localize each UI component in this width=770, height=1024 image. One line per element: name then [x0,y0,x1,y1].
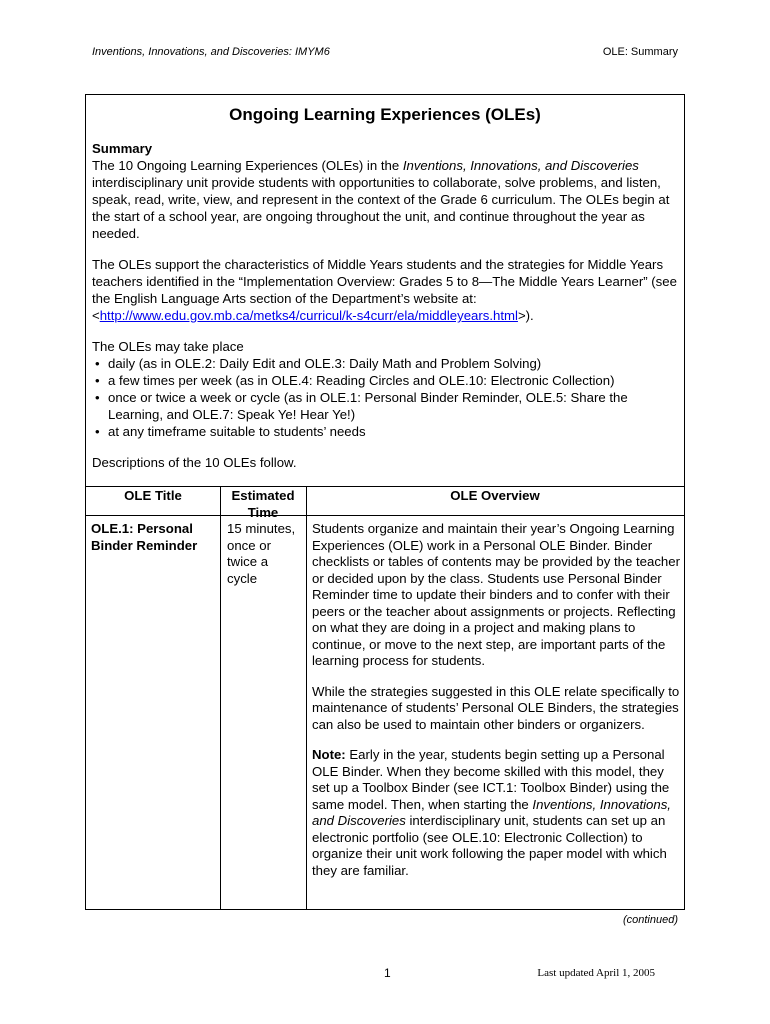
summary-paragraph-3: The OLEs may take place [92,339,244,354]
column-header-time: Estimated Time [231,488,295,520]
continued-label: (continued) [622,914,678,926]
ole-time-cell: 15 minutes, once or twice a cycle [227,521,296,586]
timeframe-list [92,355,682,440]
column-header-overview: OLE Overview [450,488,540,503]
header-rule [86,515,684,516]
running-header-right: OLE: Summary [602,46,678,58]
overview-paragraph-1: Students organize and maintain their year’s Ongoing Learning Experiences (OLE) work in a Personal OLE Binder. Binder checklists or tables of contents may be provided by the teacher or decided upon by the class. Students use Personal Binder Reminder time to update their binders and to confer with their peers or the teacher about assignments or projects. Reflecting on what they are doing in a project and making plans to continue, or move to the next step, are important parts of the learning process for students. [312,521,680,668]
ole-overview-cell [312,521,680,893]
last-updated: Last updated April 1, 2005 [537,967,655,979]
summary-paragraph-2: The OLEs support the characteristics of Middle Years students and the strategies for Middle Years teachers identified in the “Implementation Overview: Grades 5 to 8—The Middle Years Learner” (see the English Language Arts section of the Department’s website at: <http://www.edu.gov.mb.ca/metks4/curricul/k-s4curr/ela/middleyears.html>). [92,257,677,323]
page-title: Ongoing Learning Experiences (OLEs) [229,105,541,124]
summary-heading: Summary [92,141,153,156]
column-header-title: OLE Title [124,488,182,503]
overview-paragraph-2: While the strategies suggested in this OLE relate specifically to maintenance of students’ Personal OLE Binders, the strategies can also be used to maintain other binders or organizers. [312,683,680,732]
running-header-left: Inventions, Innovations, and Discoveries: IMYM6 [92,46,330,58]
content-frame [85,94,685,910]
column-divider [306,487,307,910]
summary-paragraph-4: Descriptions of the 10 OLEs follow. [92,455,297,470]
list-item: • once or twice a week or cycle (as in OLE.1: Personal Binder Reminder, OLE.5: Share the Learning, and OLE.7: Speak Ye! Hear Ye!) [92,389,682,423]
overview-note: Note: Early in the year, students begin setting up a Personal OLE Binder. When they become skilled with this model, they set up a Toolbox Binder (see ICT.1: Toolbox Binder) using the same model. Then, when starting the Inventions, Innovations, and Discoveries interdisciplinary unit, students can set up an electronic portfolio (see OLE.10: Electronic Collection) to organize their unit work following the paper model with which they are familiar. [312,747,671,878]
middle-years-link[interactable]: http://www.edu.gov.mb.ca/metks4/curricul/k-s4curr/ela/middleyears.html [99,308,518,323]
column-divider [220,487,221,910]
summary-paragraph-1: The 10 Ongoing Learning Experiences (OLEs) in the Inventions, Innovations, and Discoveries interdisciplinary unit provide students with opportunities to collaborate, solve problems, and listen, speak, read, write, view, and represent in the context of the Grade 6 curriculum. The OLEs begin at the start of a school year, are ongoing throughout the unit, and continue throughout the year as needed. [92,158,670,241]
ole-title-cell: OLE.1: Personal Binder Reminder [91,521,198,553]
list-item: • a few times per week (as in OLE.4: Reading Circles and OLE.10: Electronic Collection) [92,372,682,389]
summary-section [92,140,682,485]
list-item: • daily (as in OLE.2: Daily Edit and OLE.3: Daily Math and Problem Solving) [92,355,682,372]
list-item: • at any timeframe suitable to students’ needs [92,423,682,440]
ole-table [86,486,684,910]
page-number: 1 [384,966,391,980]
